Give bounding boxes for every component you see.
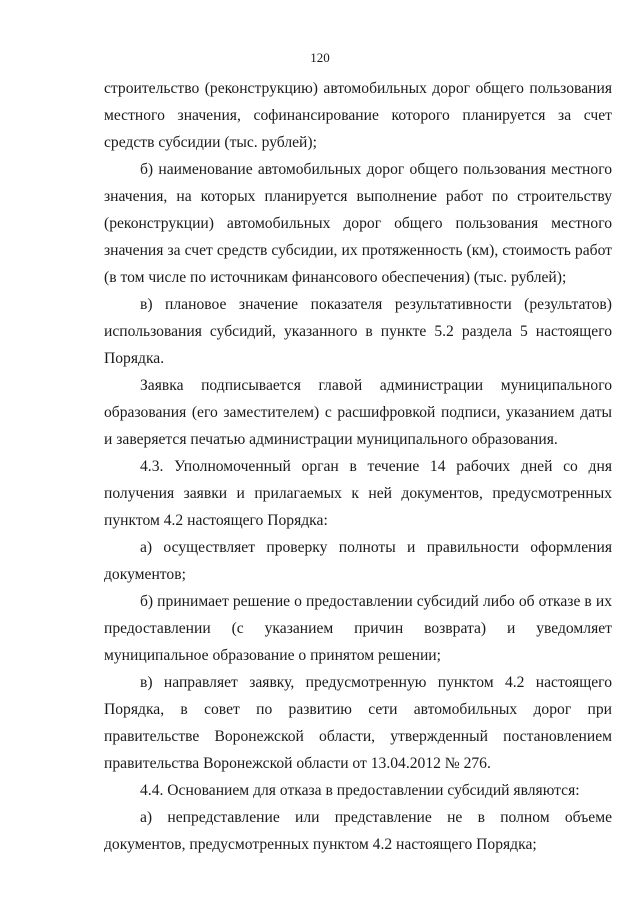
paragraph-item-b: б) наименование автомобильных дорог общего пользования местного значения, на которых планируется выполнение работ по строительству (реконструкции) автомобильных дорог общего пользования местного значения за счет средств субсидии, их протяженность (км), стоимость работ (в том числе по источникам финансового обеспечения) (тыс. рублей);	[104, 161, 612, 286]
paragraph-item-b: б) принимает решение о предоставлении субсидий либо об отказе в их предоставлении (с указанием причин возврата) и уведомляет муниципальное образование о принятом решении;	[104, 593, 612, 664]
paragraph-item-a: а) непредставление или представление не в полном объеме документов, предусмотренных пунктом 4.2 настоящего Порядка;	[104, 809, 612, 853]
paragraph-item-v: в) направляет заявку, предусмотренную пунктом 4.2 настоящего Порядка, в совет по развитию сети автомобильных дорог при правительстве Воронежской области, утвержденный постановлением правительства Воронежской области от 13.04.2012 № 276.	[104, 674, 612, 772]
paragraph-item-a: а) осуществляет проверку полноты и правильности оформления документов;	[104, 539, 612, 583]
paragraph-item-v: в) плановое значение показателя результативности (результатов) использования субсидий, указанного в пункте 5.2 раздела 5 настоящего Порядка.	[104, 296, 612, 367]
document-body	[104, 75, 612, 858]
page-number: 120	[310, 50, 330, 65]
paragraph-section-4-3: 4.3. Уполномоченный орган в течение 14 рабочих дней со дня получения заявки и прилагаемых к ней документов, предусмотренных пунктом 4.2 настоящего Порядка:	[104, 458, 612, 529]
paragraph-continuation: строительство (реконструкцию) автомобильных дорог общего пользования местного значения, софинансирование которого планируется за счет средств субсидии (тыс. рублей);	[104, 80, 612, 151]
paragraph-signature-requirement: Заявка подписывается главой администрации муниципального образования (его заместителем) с расшифровкой подписи, указанием даты и заверяется печатью администрации муниципального образования.	[104, 377, 612, 448]
paragraph-section-4-4: 4.4. Основанием для отказа в предоставлении субсидий являются:	[140, 782, 580, 799]
